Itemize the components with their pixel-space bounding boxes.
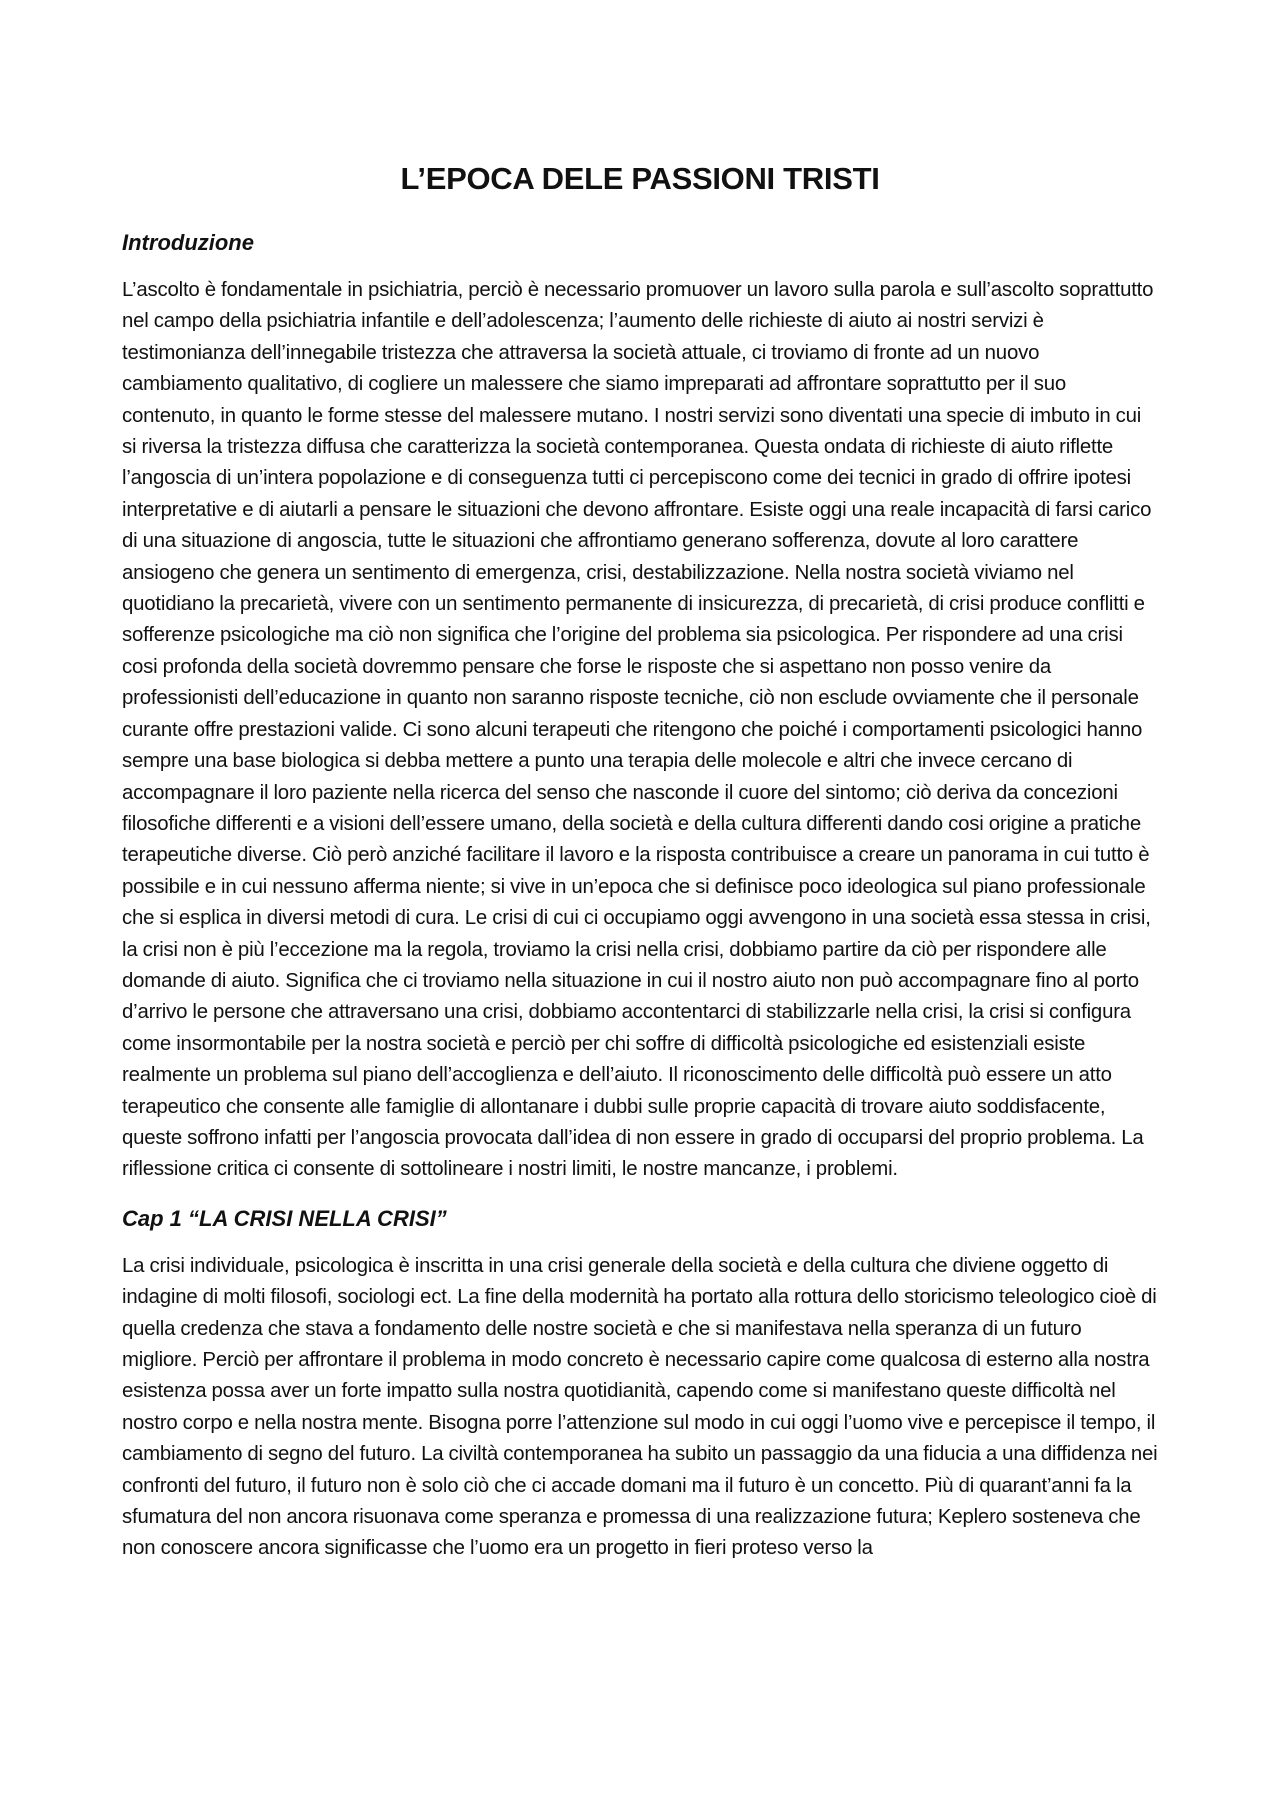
paragraph-cap-1: La crisi individuale, psicologica è inscritta in una crisi generale della società e della cultura che diviene oggetto di indagine di molti filosofi, sociologi ect. La fine della modernità ha portato alla rottura dello storicismo teleologico cioè di quella credenza che stava a fondamento delle nostre società e che si manifestava nella speranza di un futuro migliore. Perciò per affrontare il problema in modo concreto è necessario capire come qualcosa di esterno alla nostra esistenza possa aver un forte impatto sulla nostra quotidianità, capendo come si manifestano queste difficoltà nel nostro corpo e nella nostra mente. Bisogna porre l’attenzione sul modo in cui oggi l’uomo vive e percepisce il tempo, il cambiamento di segno del futuro. La civiltà contemporanea ha subito un passaggio da una fiducia a una diffidenza nei confronti del futuro, il futuro non è solo ciò che ci accade domani ma il futuro è un concetto. Più di quarant’anni fa la sfumatura del non ancora risuonava come speranza e promessa di una realizzazione futura; Keplero sosteneva che non conoscere ancora significasse che l’uomo era un progetto in fieri proteso verso la	[122, 1254, 1158, 1560]
section-heading-cap-1: Cap 1 “LA CRISI NELLA CRISI”	[122, 1205, 447, 1231]
section-heading-introduzione: Introduzione	[122, 230, 254, 255]
document-title: L’EPOCA DELE PASSIONI TRISTI	[400, 161, 880, 196]
document-body	[122, 160, 1158, 1583]
paragraph-introduzione: L’ascolto è fondamentale in psichiatria, perciò è necessario promuover un lavoro sulla parola e sull’ascolto soprattutto nel campo della psichiatria infantile e dell’adolescenza; l’aumento delle richieste di aiuto ai nostri servizi è testimonianza dell’innegabile tristezza che attraversa la società attuale, ci troviamo di fronte ad un nuovo cambiamento qualitativo, di cogliere un malessere che siamo impreparati ad affrontare soprattutto per il suo contenuto, in quanto le forme stesse del malessere mutano. I nostri servizi sono diventati una specie di imbuto in cui si riversa la tristezza diffusa che caratterizza la società contemporanea. Questa ondata di richieste di aiuto riflette l’angoscia di un’intera popolazione e di conseguenza tutti ci percepiscono come dei tecnici in grado di offrire ipotesi interpretative e di aiutarli a pensare le situazioni che devono affrontare. Esiste oggi una reale incapacità di farsi carico di una situazione di angoscia, tutte le situazioni che affrontiamo generano sofferenza, dovute al loro carattere ansiogeno che genera un sentimento di emergenza, crisi, destabilizzazione. Nella nostra società viviamo nel quotidiano la precarietà, vivere con un sentimento permanente di insicurezza, di precarietà, di crisi produce conflitti e sofferenze psicologiche ma ciò non significa che l’origine del problema sia psicologica. Per rispondere ad una crisi cosi profonda della società dovremmo pensare che forse le risposte che si aspettano non posso venire da professionisti dell’educazione in quanto non saranno risposte tecniche, ciò non esclude ovviamente che il personale curante offre prestazioni valide. Ci sono alcuni terapeuti che ritengono che poiché i comportamenti psicologici hanno sempre una base biologica si debba mettere a punto una terapia delle molecole e altri che invece cercano di accompagnare il loro paziente nella ricerca del senso che nasconde il cuore del sintomo; ciò deriva da concezioni filosofiche differenti e a visioni dell’essere umano, della società e della cultura differenti dando cosi origine a pratiche terapeutiche diverse. Ciò però anziché facilitare il lavoro e la risposta contribuisce a creare un panorama in cui tutto è possibile e in cui nessuno afferma niente; si vive in un’epoca che si definisce poco ideologica sul piano professionale che si esplica in diversi metodi di cura. Le crisi di cui ci occupiamo oggi avvengono in una società essa stessa in crisi, la crisi non è più l’eccezione ma la regola, troviamo la crisi nella crisi, dobbiamo partire da ciò per rispondere alle domande di aiuto. Significa che ci troviamo nella situazione in cui il nostro aiuto non può accompagnare fino al porto d’arrivo le persone che attraversano una crisi, dobbiamo accontentarci di stabilizzarle nella crisi, la crisi si configura come insormontabile per la nostra società e perciò per chi soffre di difficoltà psicologiche ed esistenziali esiste realmente un problema sul piano dell’accoglienza e dell’aiuto. Il riconoscimento delle difficoltà può essere un atto terapeutico che consente alle famiglie di allontanare i dubbi sulle proprie capacità di trovare aiuto soddisfacente, queste soffrono infatti per l’angoscia provocata dall’idea di non essere in grado di occuparsi del proprio problema. La riflessione critica ci consente di sottolineare i nostri limiti, le nostre mancanze, i problemi.	[122, 279, 1154, 1181]
